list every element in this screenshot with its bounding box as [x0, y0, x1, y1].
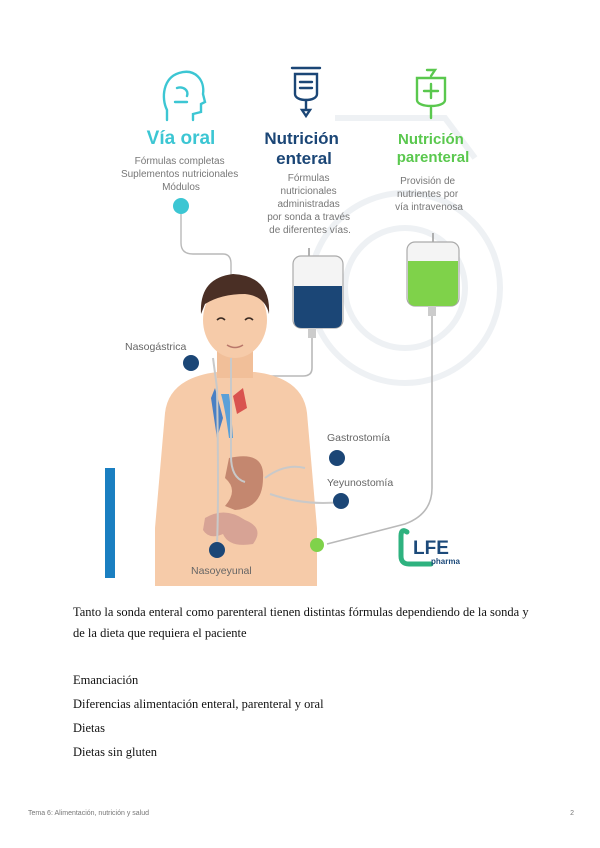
page-footer — [28, 810, 574, 817]
column-descriptions — [121, 156, 463, 236]
blue-side-strip — [105, 468, 115, 578]
label-nasoyeyunal: Nasoyeyunal — [191, 565, 252, 577]
desc-parenteral: Provisión de nutrientes por vía intravenosa — [395, 176, 463, 213]
nutrition-routes-figure — [105, 58, 505, 586]
nutrition-illustration — [105, 58, 505, 586]
logo-text: LFE — [413, 538, 449, 559]
label-gastrostomia: Gastrostomía — [327, 432, 391, 444]
logo-subtext: pharma — [431, 557, 460, 566]
gastrostomia-dot — [329, 450, 345, 466]
oral-dot — [173, 198, 189, 214]
head-icon — [164, 72, 205, 120]
parenteral-bag-icon — [417, 70, 445, 118]
title-enteral: Nutrición enteral — [264, 129, 339, 168]
lfe-pharma-logo — [401, 531, 460, 566]
nasogastrica-dot — [183, 355, 199, 371]
label-nasogastrica: Nasogástrica — [125, 341, 187, 353]
link-emanciacion[interactable]: Emanciación — [73, 673, 139, 687]
link-diferencias-alimentacion[interactable]: Diferencias alimentación enteral, parenteral y oral — [73, 697, 324, 711]
title-via-oral: Vía oral — [146, 128, 216, 149]
nasoyeyunal-dot — [209, 542, 225, 558]
yeyunostomia-dot — [333, 493, 349, 509]
footer-title: Tema 6: Alimentación, nutrición y salud — [28, 810, 150, 817]
page-number: 2 — [570, 810, 574, 817]
enteral-bag-icon — [292, 68, 320, 116]
related-links — [73, 668, 324, 764]
parenteral-entry-dot — [310, 538, 324, 552]
link-dietas[interactable]: Dietas — [73, 721, 105, 735]
desc-enteral: Fórmulas nutricionales administradas por sonda a través de diferentes vías. — [267, 173, 351, 236]
body-paragraph: Tanto la sonda enteral como parenteral tienen distintas fórmulas dependiendo de la sonda y de la dieta que requiera el paciente — [73, 605, 529, 640]
desc-via-oral: Fórmulas completas Suplementos nutricionales Módulos — [120, 156, 239, 193]
link-dietas-sin-gluten[interactable]: Dietas sin gluten — [73, 745, 158, 759]
label-yeyunostomia: Yeyunostomía — [327, 477, 394, 489]
title-parenteral: Nutrición parenteral — [396, 131, 470, 166]
